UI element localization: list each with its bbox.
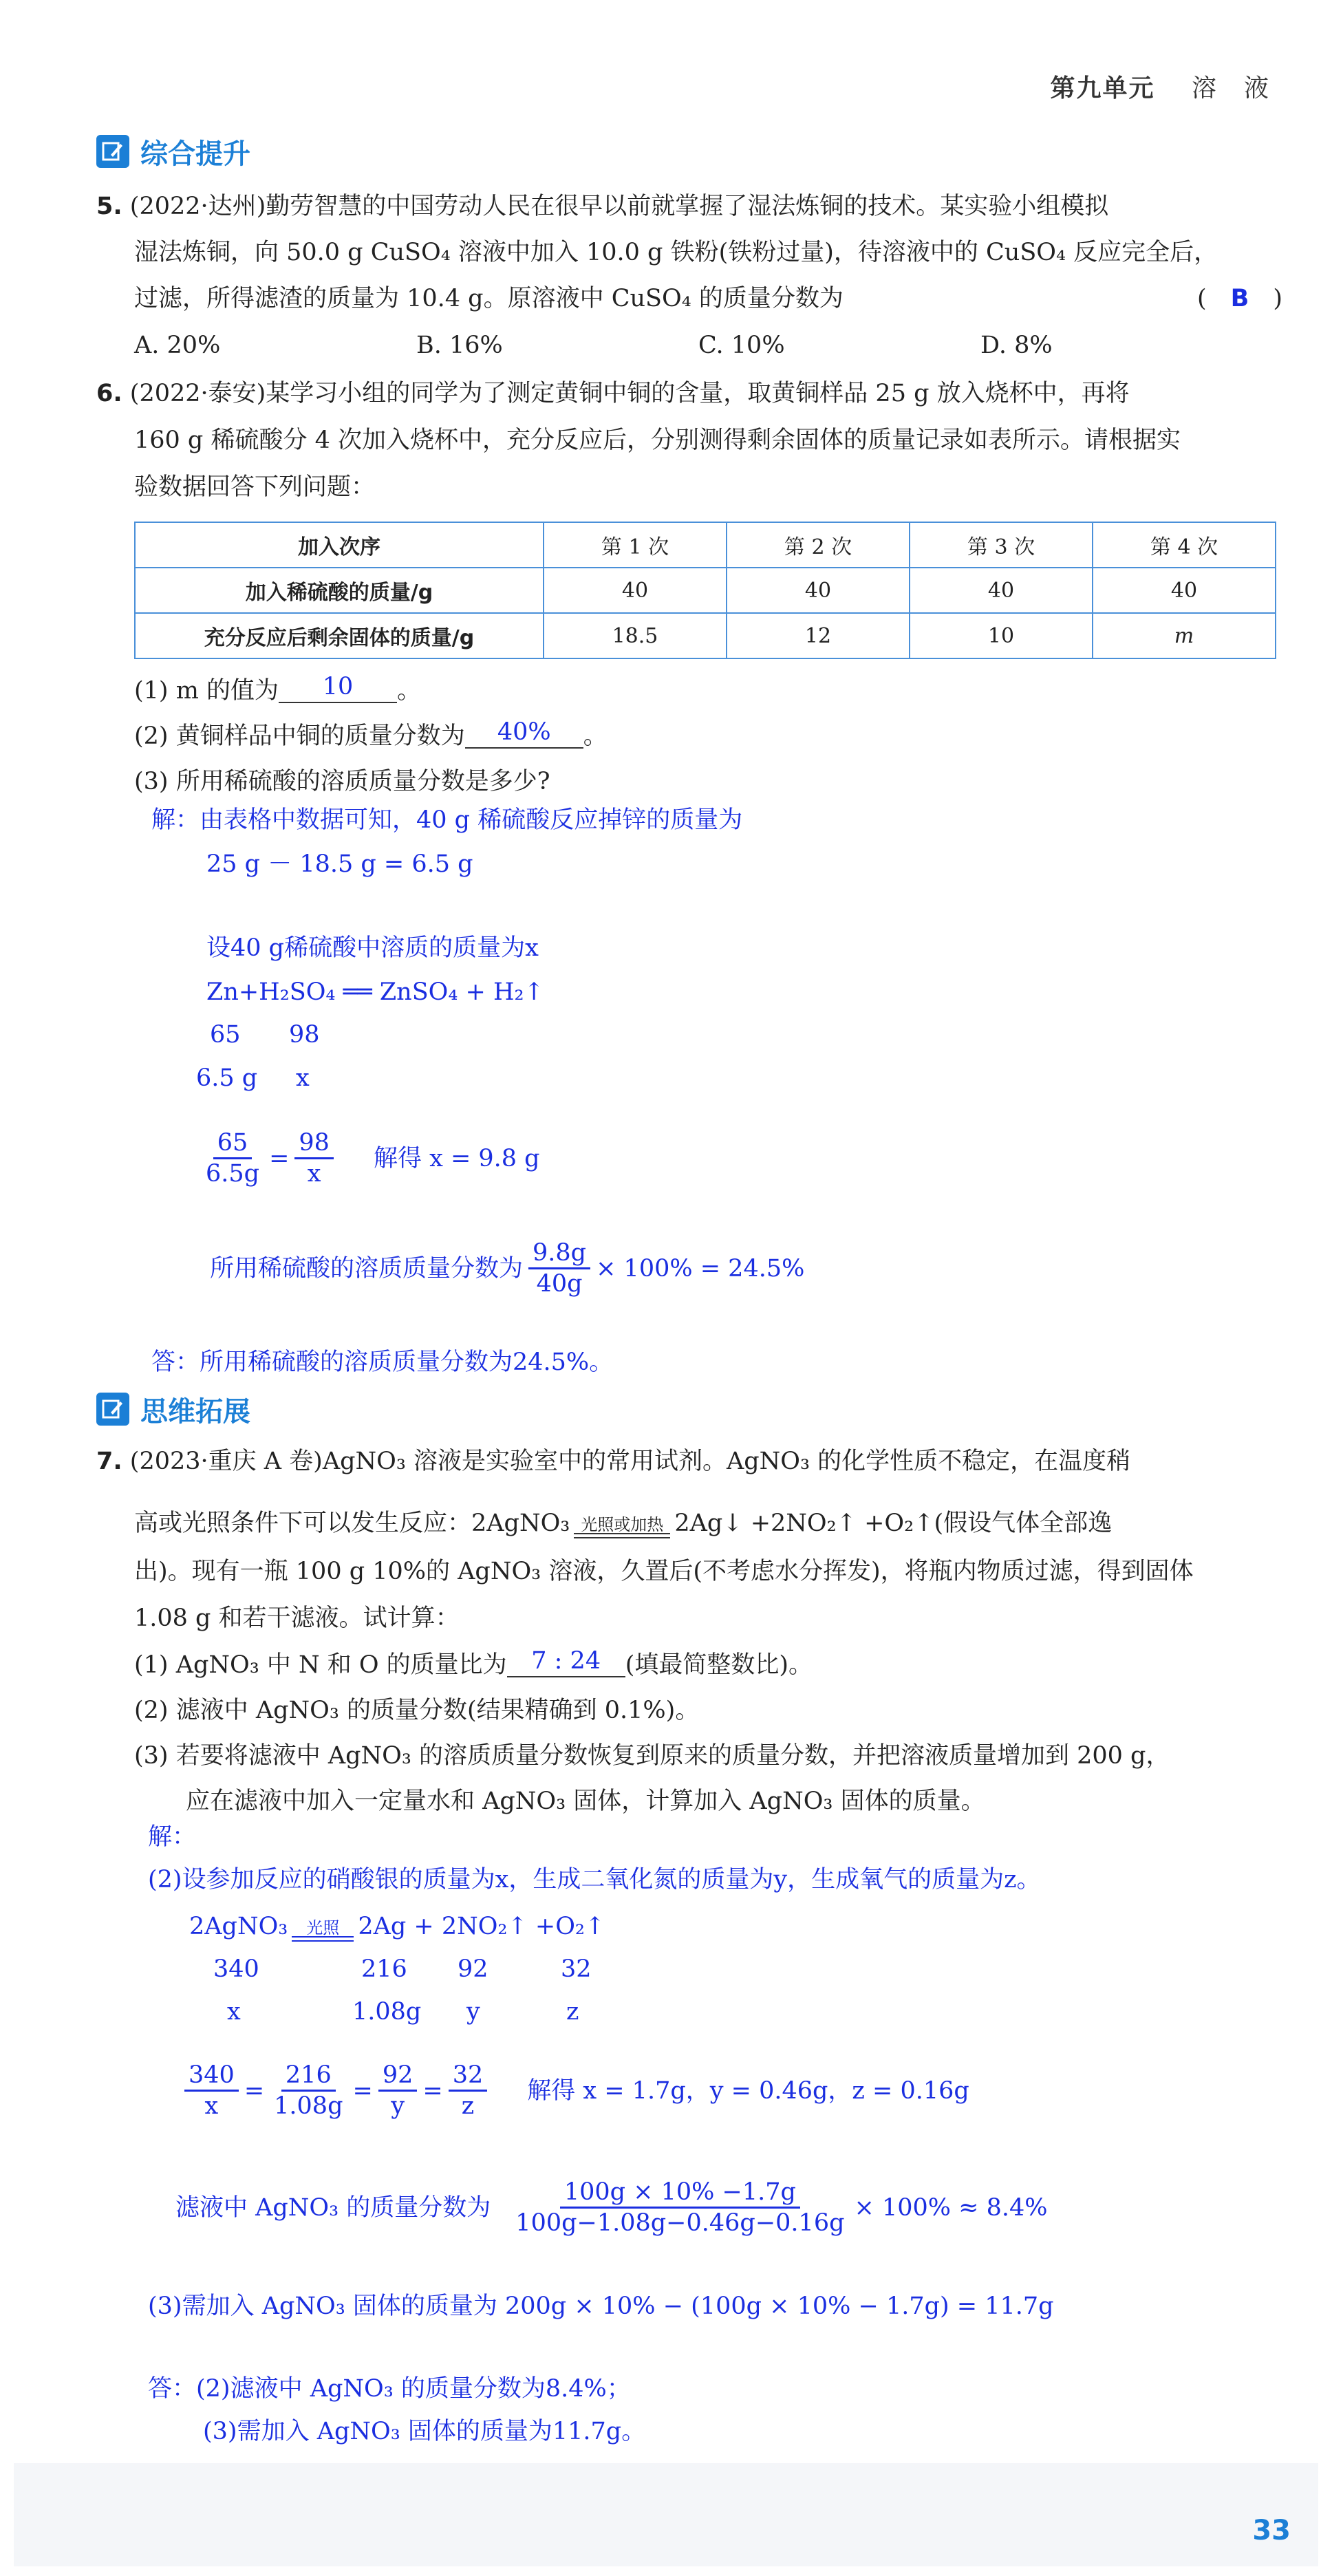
reaction-condition: 光照或加热 xyxy=(574,1516,670,1538)
q6-number: 6. xyxy=(96,380,122,407)
q7-var-ag: 1.08g xyxy=(352,1998,422,2026)
q5-option-c: C. 10% xyxy=(698,332,785,359)
q5-answer: ( B ) xyxy=(1197,285,1282,312)
q7-proportion: $\frac{340}{x}$ = $\frac{216}{1.08g}$ = $\frac{92}{y}$ = $\frac{32}{z}$ 解得 x = 1.7g，y = 0.46g，z = 0.16g xyxy=(179,2061,969,2121)
q7-answer-line1: 答：(2)滤液中 AgNO₃ 的质量分数为8.4%； xyxy=(148,2375,631,2403)
q7-sub1: (1) AgNO₃ 中 N 和 O 的质量比为 7 : 24 (填最简整数比)。 xyxy=(134,1647,813,1679)
q6-sub1-answer: 10 xyxy=(279,672,397,703)
q5-line1: 5. (2022·达州)勤劳智慧的中国劳动人民在很早以前就掌握了湿法炼铜的技术。某实验小组模拟 xyxy=(96,193,1109,220)
q6-sub1: (1) m 的值为 10 。 xyxy=(134,673,422,705)
page-footer xyxy=(14,2463,1318,2566)
pencil-icon xyxy=(96,135,129,168)
q7-line2: 高或光照条件下可以发生反应：2AgNO₃ 光照或加热 2Ag↓ +2NO₂↑ +O₂↑(假设气体全部逸 xyxy=(134,1510,1113,1537)
q7-filtrate-percentage: 滤液中 AgNO₃ 的质量分数为 $\frac{100g \times 10\% -1.7g}{100g-1.08g-0.46g-0.16g}$ × 100% ≈ 8.4% xyxy=(175,2178,1048,2237)
q7-number: 7. xyxy=(96,1448,122,1475)
q5-option-a: A. 20% xyxy=(134,332,221,359)
q5-line2: 湿法炼铜，向 50.0 g CuSO₄ 溶液中加入 10.0 g 铁粉(铁粉过量)，待溶液中的 CuSO₄ 反应完全后， xyxy=(134,239,1218,266)
q7-var-x: x xyxy=(227,1998,241,2026)
q6-sub2: (2) 黄铜样品中铜的质量分数为 40% 。 xyxy=(134,718,608,750)
q7-var-z: z xyxy=(566,1998,579,2026)
table-row: 加入次序 第 1 次 第 2 次 第 3 次 第 4 次 xyxy=(135,522,1276,568)
q6-line2: 160 g 稀硫酸分 4 次加入烧杯中，充分反应后，分别测得剩余固体的质量记录如表所示。请根据实 xyxy=(134,427,1181,454)
pencil-icon xyxy=(96,1393,129,1426)
section-title: 思维拓展 xyxy=(140,1395,250,1428)
q7-line1: 7. (2023·重庆 A 卷)AgNO₃ 溶液是实验室中的常用试剂。AgNO₃ 的化学性质不稳定，在温度稍 xyxy=(96,1448,1131,1475)
header-unit: 第九单元 xyxy=(1050,74,1155,103)
q7-sub3-line2: 应在滤液中加入一定量水和 AgNO₃ 固体，计算加入 AgNO₃ 固体的质量。 xyxy=(186,1788,985,1815)
q7-solution-label: 解： xyxy=(148,1823,197,1851)
q7-mass-no2: 92 xyxy=(458,1955,488,1983)
q7-equation: 2AgNO₃ 光照 2Ag + 2NO₂↑ +O₂↑ xyxy=(189,1913,605,1940)
q7-part3-solution: (3)需加入 AgNO₃ 固体的质量为 200g × 10% − (100g × 10% − 1.7g) = 11.7g xyxy=(148,2293,1054,2320)
q6-solution-line3: 设40 g稀硫酸中溶质的质量为x xyxy=(206,934,539,962)
q6-molar-mass-h2so4: 98 xyxy=(289,1021,320,1049)
q5-line3: 过滤，所得滤渣的质量为 10.4 g。原溶液中 CuSO₄ 的质量分数为 xyxy=(134,285,844,312)
q6-answer: 答：所用稀硫酸的溶质质量分数为24.5%。 xyxy=(151,1349,614,1376)
section-title: 综合提升 xyxy=(140,138,250,170)
q6-proportion: $\frac{65}{6.5g}$ = $\frac{98}{x}$ 解得 x = 9.8 g xyxy=(206,1129,540,1188)
q7-sub3-line1: (3) 若要将滤液中 AgNO₃ 的溶质质量分数恢复到原来的质量分数，并把溶液质量增加到 200 g， xyxy=(134,1742,1170,1770)
q7-answer-line2: (3)需加入 AgNO₃ 固体的质量为11.7g。 xyxy=(203,2418,646,2445)
q6-solution-line2: 25 g － 18.5 g = 6.5 g xyxy=(206,850,473,878)
q6-line1: 6. (2022·泰安)某学习小组的同学为了测定黄铜中铜的含量，取黄铜样品 25 g 放入烧杯中，再将 xyxy=(96,380,1130,407)
q7-line4: 1.08 g 和若干滤液。试计算： xyxy=(134,1604,460,1632)
header-topic: 溶 液 xyxy=(1191,74,1270,103)
q7-solution-line1: (2)设参加反应的硝酸银的质量为x，生成二氧化氮的质量为y，生成氧气的质量为z。 xyxy=(148,1866,1041,1893)
q5-option-b: B. 16% xyxy=(416,332,503,359)
q7-line3: 出)。现有一瓶 100 g 10%的 AgNO₃ 溶液，久置后(不考虑水分挥发)，将瓶内物质过滤，得到固体 xyxy=(134,1558,1194,1585)
page-number: 33 xyxy=(1252,2515,1291,2546)
q6-sub2-answer: 40% xyxy=(465,717,583,749)
section-heading-2 xyxy=(96,1388,250,1430)
q7-sub2: (2) 滤液中 AgNO₃ 的质量分数(结果精确到 0.1%)。 xyxy=(134,1697,700,1724)
q6-percentage: 所用稀硫酸的溶质质量分数为 $\frac{9.8g}{40g}$ × 100% = 24.5% xyxy=(210,1239,805,1298)
q6-data-table xyxy=(134,522,1276,659)
q6-solution-line1: 解：由表格中数据可知，40 g 稀硫酸反应掉锌的质量为 xyxy=(151,806,743,834)
q7-mass-o2: 32 xyxy=(561,1955,592,1983)
q7-mass-ag: 216 xyxy=(361,1955,407,1983)
table-row: 加入稀硫酸的质量/g 40 40 40 40 xyxy=(135,568,1276,613)
q7-var-y: y xyxy=(466,1998,480,2026)
running-header xyxy=(1051,69,1270,104)
q6-sub3: (3) 所用稀硫酸的溶质质量分数是多少? xyxy=(134,768,550,795)
q6-unknown-x: x xyxy=(296,1064,310,1092)
q6-equation: Zn+H₂SO₄ ══ ZnSO₄ + H₂↑ xyxy=(206,978,544,1006)
table-row: 充分反应后剩余固体的质量/g 18.5 12 10 m xyxy=(135,613,1276,658)
q7-mass-agno3: 340 xyxy=(213,1955,259,1983)
q6-mass-zn: 6.5 g xyxy=(196,1064,258,1092)
q5-option-d: D. 8% xyxy=(980,332,1053,359)
q6-molar-mass-zn: 65 xyxy=(210,1021,241,1049)
q6-line3: 验数据回答下列问题： xyxy=(134,473,376,501)
q7-sub1-answer: 7 : 24 xyxy=(507,1646,625,1677)
q5-number: 5. xyxy=(96,193,122,220)
section-heading-1 xyxy=(96,131,250,172)
